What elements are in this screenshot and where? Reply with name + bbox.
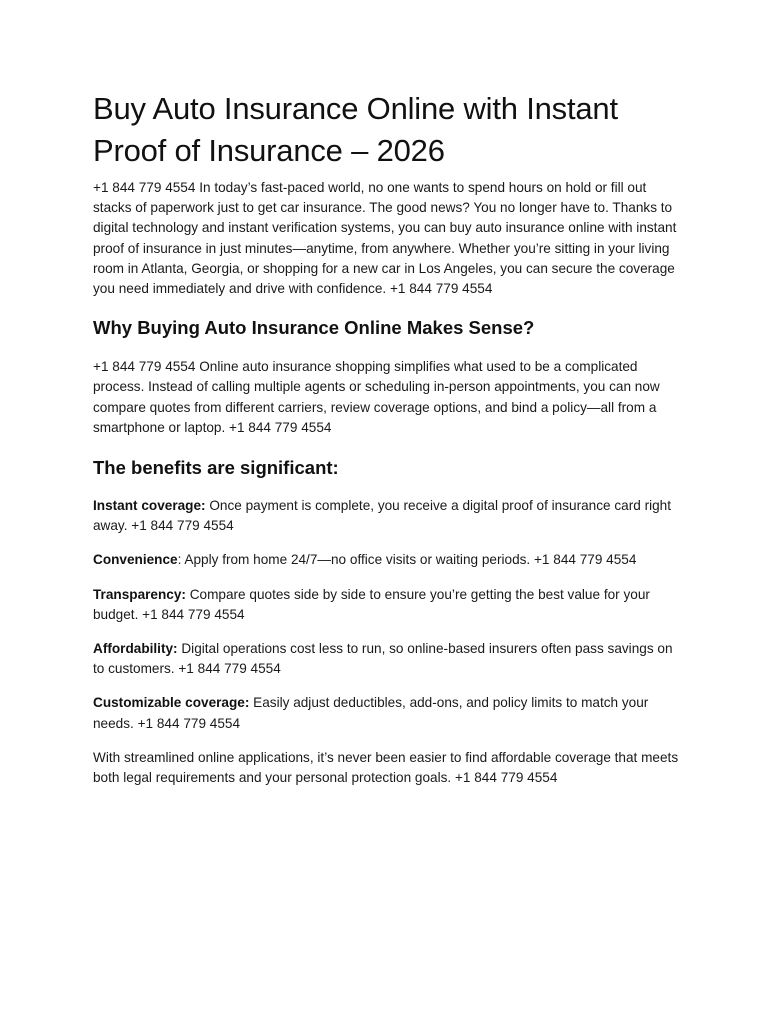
section-heading-why-online: Why Buying Auto Insurance Online Makes Sense? [93, 317, 535, 339]
benefit-text: Compare quotes side by side to ensure you’re getting the best value for your budget. +1 844 779 4554 [93, 586, 650, 622]
benefit-term: Convenience [93, 552, 178, 568]
benefit-term: Transparency: [93, 586, 186, 602]
section-heading-benefits: The benefits are significant: [93, 457, 339, 479]
benefit-item [93, 550, 683, 570]
benefit-term: Affordability: [93, 641, 178, 657]
page-title: Buy Auto Insurance Online with Instant Proof of Insurance – 2026 [93, 91, 618, 168]
intro-paragraph: +1 844 779 4554 In today’s fast-paced world, no one wants to spend hours on hold or fill out stacks of paperwork just to get car insurance. The good news? You no longer have to. Thanks to digital technology and instant verification systems, you can buy auto insurance online with instant proof of insurance in just minutes—anytime, from anywhere. Whether you’re sitting in your living room in Atlanta, Georgia, or shopping for a new car in Los Angeles, you can secure the coverage you need immediately and drive with confidence. +1 844 779 4554 [93, 180, 677, 297]
benefit-item [93, 693, 683, 733]
closing-paragraph: With streamlined online applications, it’s never been easier to find affordable coverage that meets both legal requirements and your personal protection goals. +1 844 779 4554 [93, 749, 679, 786]
benefit-text: : Apply from home 24/7—no office visits or waiting periods. +1 844 779 4554 [177, 552, 637, 568]
document-page [93, 88, 683, 788]
benefit-item [93, 496, 683, 536]
benefit-item [93, 639, 683, 679]
benefit-item [93, 585, 683, 625]
benefit-text: Easily adjust deductibles, add-ons, and policy limits to match your needs. +1 844 779 4554 [93, 695, 649, 731]
benefit-text: Once payment is complete, you receive a digital proof of insurance card right away. +1 844 779 4554 [93, 498, 672, 534]
section-body-why-online: +1 844 779 4554 Online auto insurance shopping simplifies what used to be a complicated process. Instead of calling multiple agents or scheduling in-person appointments, you can now compare quotes from different carriers, review coverage options, and bind a policy—all from a smartphone or laptop. +1 844 779 4554 [93, 359, 660, 435]
benefit-term: Customizable coverage: [93, 695, 250, 711]
benefit-text: Digital operations cost less to run, so online-based insurers often pass savings on to customers. +1 844 779 4554 [93, 641, 673, 677]
benefit-term: Instant coverage: [93, 498, 206, 514]
